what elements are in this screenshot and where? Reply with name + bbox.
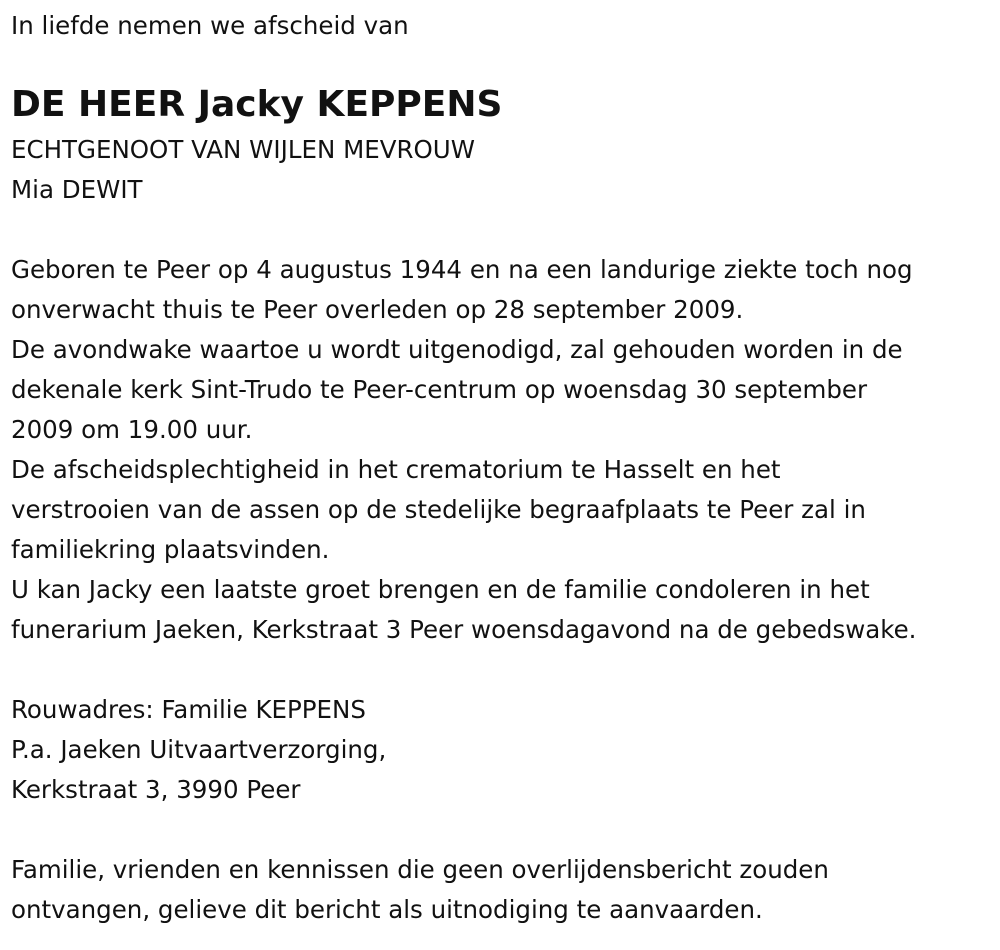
body-line: Geboren te Peer op 4 augustus 1944 en na een landurige ziekte toch nog (11, 255, 913, 284)
body-line: De afscheidsplechtigheid in het crematorium te Hasselt en het (11, 455, 781, 484)
body-line: familiekring plaatsvinden. (11, 535, 330, 564)
spouse-line-2: Mia DEWIT (11, 175, 143, 204)
spacer (11, 210, 1000, 250)
address-line: Rouwadres: Familie KEPPENS (11, 695, 366, 724)
body-line: De avondwake waartoe u wordt uitgenodigd, zal gehouden worden in de (11, 335, 903, 364)
spacer (11, 810, 1000, 850)
closing-line: Familie, vrienden en kennissen die geen overlijdensbericht zouden (11, 855, 829, 884)
closing-note (11, 850, 1000, 930)
spacer (11, 650, 1000, 690)
closing-line: ontvangen, gelieve dit bericht als uitnodiging te aanvaarden. (11, 895, 763, 924)
deceased-name: DE HEER Jacky KEPPENS (11, 84, 503, 125)
body-line: 2009 om 19.00 uur. (11, 415, 253, 444)
body-line: funerarium Jaeken, Kerkstraat 3 Peer woensdagavond na de gebedswake. (11, 615, 917, 644)
address-line: Kerkstraat 3, 3990 Peer (11, 775, 301, 804)
body-paragraph (11, 250, 1000, 650)
body-line: dekenale kerk Sint-Trudo te Peer-centrum op woensdag 30 september (11, 375, 868, 404)
address-line: P.a. Jaeken Uitvaartverzorging, (11, 735, 387, 764)
intro-text: In liefde nemen we afscheid van (11, 11, 409, 40)
body-line: onverwacht thuis te Peer overleden op 28 september 2009. (11, 295, 744, 324)
mourning-address (11, 690, 1000, 810)
body-line: U kan Jacky een laatste groet brengen en de familie condoleren in het (11, 575, 870, 604)
body-line: verstrooien van de assen op de stedelijke begraafplaats te Peer zal in (11, 495, 866, 524)
spouse-line-1: ECHTGENOOT VAN WIJLEN MEVROUW (11, 135, 475, 164)
